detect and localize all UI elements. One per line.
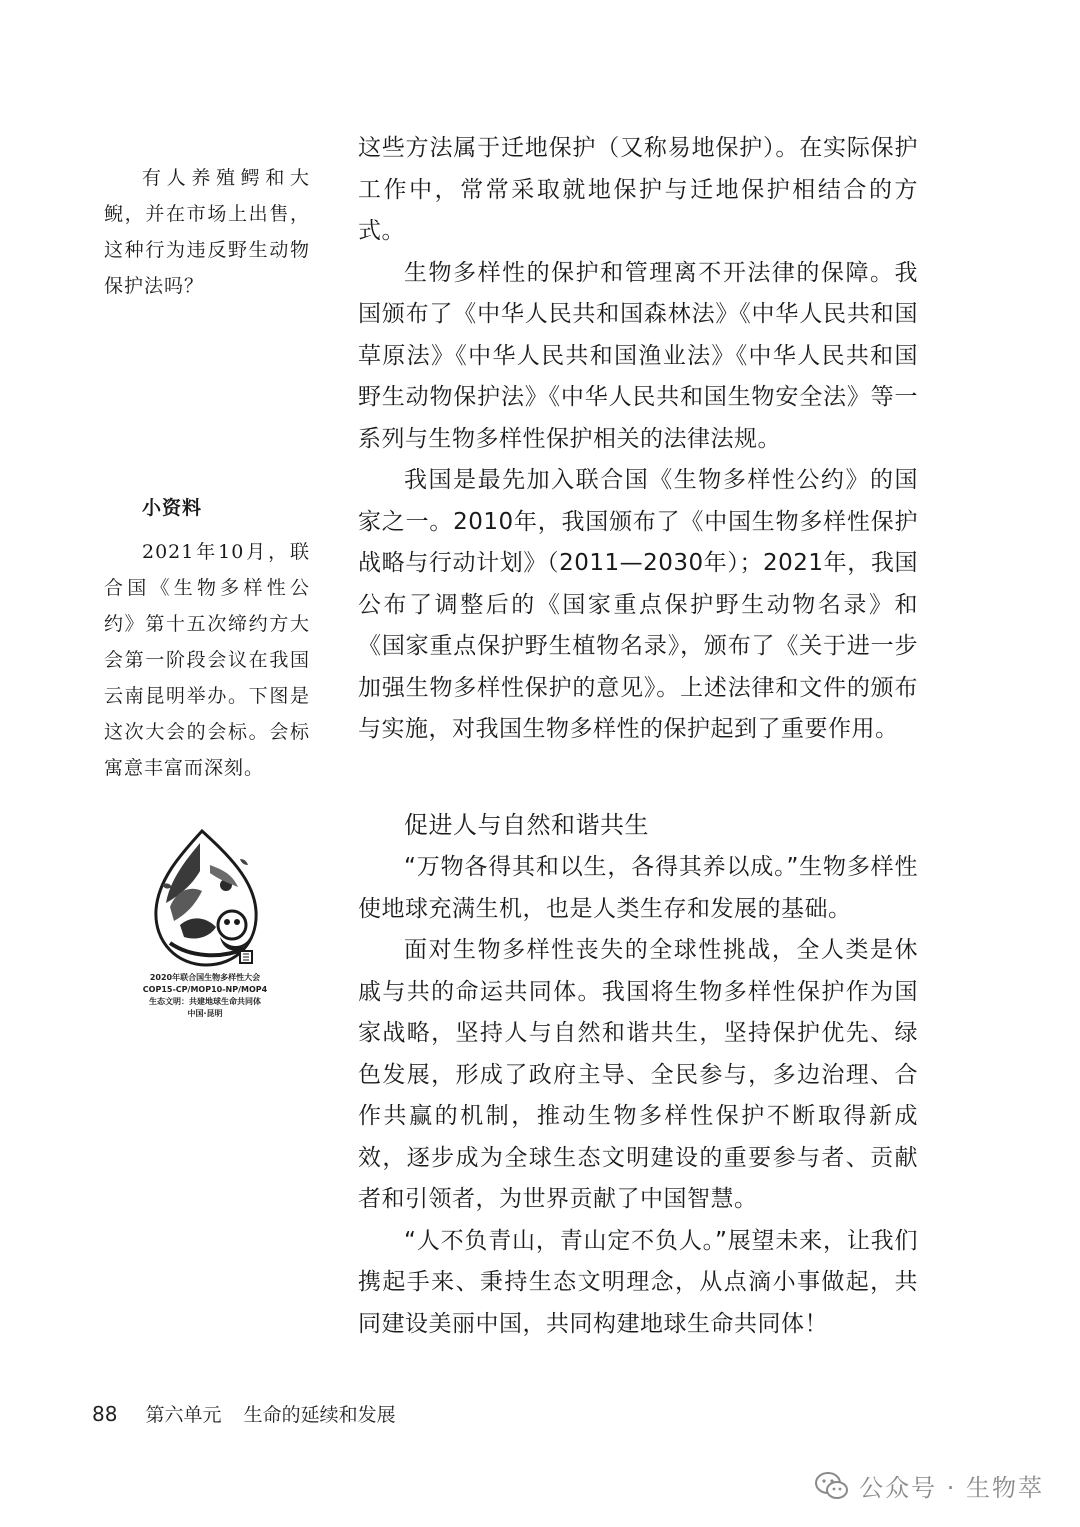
main-text bbox=[358, 128, 918, 751]
watermark bbox=[815, 1468, 1044, 1503]
paragraph: “人不负青山，青山定不负人。”展望未来，让我们携起手来、秉持生态文明理念，从点滴小事做起，共同建设美丽中国，共同构建地球生命共同体！ bbox=[358, 1227, 918, 1337]
watermark-text: 公众号 · 生物萃 bbox=[859, 1474, 1044, 1502]
margin-resource bbox=[104, 490, 310, 786]
page-number: 88 bbox=[92, 1402, 118, 1426]
resource-text: 2021年10月，联合国《生物多样性公约》第十五次缔约方大会第一阶段会议在我国云南昆明举办。下图是这次大会的会标。会标寓意丰富而深刻。 bbox=[104, 541, 310, 779]
wechat-icon bbox=[815, 1471, 849, 1501]
margin-question-text: 有人养殖鳄和大鲵，并在市场上出售，这种行为违反野生动物保护法吗？ bbox=[104, 167, 310, 297]
resource-title: 小资料 bbox=[142, 497, 203, 519]
logo-caption-line: COP15-CP/MOP10-NP/MOP4 bbox=[142, 985, 268, 994]
logo-caption-line: 中国·昆明 bbox=[187, 1009, 223, 1018]
section-harmony bbox=[358, 803, 918, 1345]
cop15-logo bbox=[140, 825, 270, 1020]
logo-caption bbox=[140, 972, 270, 1020]
paragraph: 我国是最先加入联合国《生物多样性公约》的国家之一。2010年，我国颁布了《中国生物多样性保护战略与行动计划》（2011—2030年）；2021年，我国公布了调整后的《国家重点保护野生动物名录》和《国家重点保护野生植物名录》，颁布了《关于进一步加强生物多样性保护的意见》。上述法律和文件的颁布与实施，对我国生物多样性的保护起到了重要作用。 bbox=[358, 467, 918, 742]
margin-question bbox=[104, 160, 310, 304]
logo-caption-line: 2020年联合国生物多样性大会 bbox=[149, 973, 261, 982]
unit-label: 第六单元 bbox=[145, 1404, 222, 1426]
paragraph: 生物多样性的保护和管理离不开法律的保障。我国颁布了《中华人民共和国森林法》《中华人民共和国草原法》《中华人民共和国渔业法》《中华人民共和国野生动物保护法》《中华人民共和国生物安全法》等一系列与生物多样性保护相关的法律法规。 bbox=[358, 259, 918, 452]
logo-caption-line: 生态文明：共建地球生命共同体 bbox=[149, 997, 261, 1006]
paragraph: “万物各得其和以生，各得其养以成。”生物多样性使地球充满生机，也是人类生存和发展的基础。 bbox=[358, 854, 918, 922]
paragraph: 这些方法属于迁地保护（又称易地保护）。在实际保护工作中，常常采取就地保护与迁地保护相结合的方式。 bbox=[358, 135, 918, 244]
cop15-logo-emblem bbox=[140, 825, 270, 970]
section-heading: 促进人与自然和谐共生 bbox=[404, 811, 649, 839]
page-footer bbox=[92, 1400, 396, 1427]
unit-title: 生命的延续和发展 bbox=[243, 1404, 396, 1426]
paragraph: 面对生物多样性丧失的全球性挑战，全人类是休戚与共的命运共同体。我国将生物多样性保护作为国家战略，坚持人与自然和谐共生，坚持保护优先、绿色发展，形成了政府主导、全民参与，多边治理、合作共赢的机制，推动生物多样性保护不断取得新成效，逐步成为全球生态文明建设的重要参与者、贡献者和引领者，为世界贡献了中国智慧。 bbox=[358, 937, 918, 1212]
